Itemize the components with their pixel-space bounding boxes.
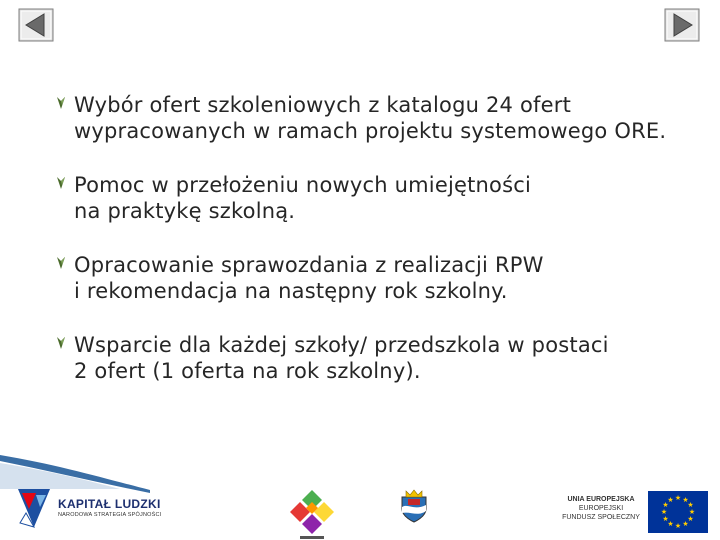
svg-text:★: ★ bbox=[682, 496, 689, 504]
eu-line-1: UNIA EUROPEJSKA bbox=[567, 496, 635, 503]
bullet-list bbox=[54, 92, 704, 412]
bullet-item bbox=[54, 332, 704, 384]
diamond-bullet-icon bbox=[54, 336, 68, 350]
bullet-line: 2 ofert (1 oferta na rok szkolny). bbox=[74, 359, 421, 383]
svg-text:★: ★ bbox=[687, 515, 694, 523]
bullet-line: Wybór ofert szkoleniowych z katalogu 24 ofert bbox=[74, 93, 572, 117]
bullet-item bbox=[54, 172, 704, 224]
bullet-item bbox=[54, 252, 704, 304]
bullet-line: na praktykę szkolną. bbox=[74, 199, 296, 223]
kapital-ludzki-logo-icon bbox=[12, 485, 54, 531]
kapital-ludzki-subtitle: NARODOWA STRATEGIA SPÓJNOŚCI bbox=[58, 512, 162, 518]
diamond-bullet-icon bbox=[54, 96, 68, 110]
svg-text:★: ★ bbox=[674, 494, 682, 502]
svg-text:★: ★ bbox=[674, 522, 682, 530]
eu-logo-text bbox=[560, 495, 642, 522]
kapital-ludzki-title: KAPITAŁ LUDZKI bbox=[58, 497, 161, 511]
diamond-bullet-icon bbox=[54, 176, 68, 190]
svg-text:★: ★ bbox=[688, 508, 696, 516]
eu-line-2: EUROPEJSKI bbox=[578, 505, 624, 512]
next-slide-button[interactable] bbox=[664, 8, 700, 42]
bullet-item bbox=[54, 92, 704, 144]
school-program-logo-icon bbox=[290, 488, 334, 540]
bullet-line: Wsparcie dla każdej szkoły/ przedszkola w postaci bbox=[74, 333, 609, 357]
svg-text:★: ★ bbox=[660, 508, 668, 516]
bullet-line: i rekomendacja na następny rok szkolny. bbox=[74, 279, 508, 303]
svg-text:★: ★ bbox=[667, 520, 674, 528]
bullet-line: Opracowanie sprawozdania z realizacji RPW bbox=[74, 253, 544, 277]
svg-text:★: ★ bbox=[682, 520, 689, 528]
coat-of-arms-icon bbox=[400, 489, 428, 523]
triangle-left-icon bbox=[18, 8, 54, 42]
svg-text:★: ★ bbox=[662, 515, 669, 523]
bullet-line: Pomoc w przełożeniu nowych umiejętności bbox=[74, 173, 532, 197]
previous-slide-button[interactable] bbox=[18, 8, 54, 42]
svg-text:★: ★ bbox=[687, 501, 694, 509]
bullet-line: wypracowanych w ramach projektu systemowego ORE. bbox=[74, 119, 667, 143]
svg-text:★: ★ bbox=[667, 496, 674, 504]
eu-line-3: FUNDUSZ SPOŁECZNY bbox=[562, 514, 640, 521]
diamond-bullet-icon bbox=[54, 256, 68, 270]
kapital-ludzki-logo bbox=[58, 497, 161, 518]
eu-flag-icon bbox=[648, 491, 708, 533]
svg-text:★: ★ bbox=[662, 501, 669, 509]
triangle-right-icon bbox=[664, 8, 700, 42]
footer-logos bbox=[0, 455, 720, 540]
